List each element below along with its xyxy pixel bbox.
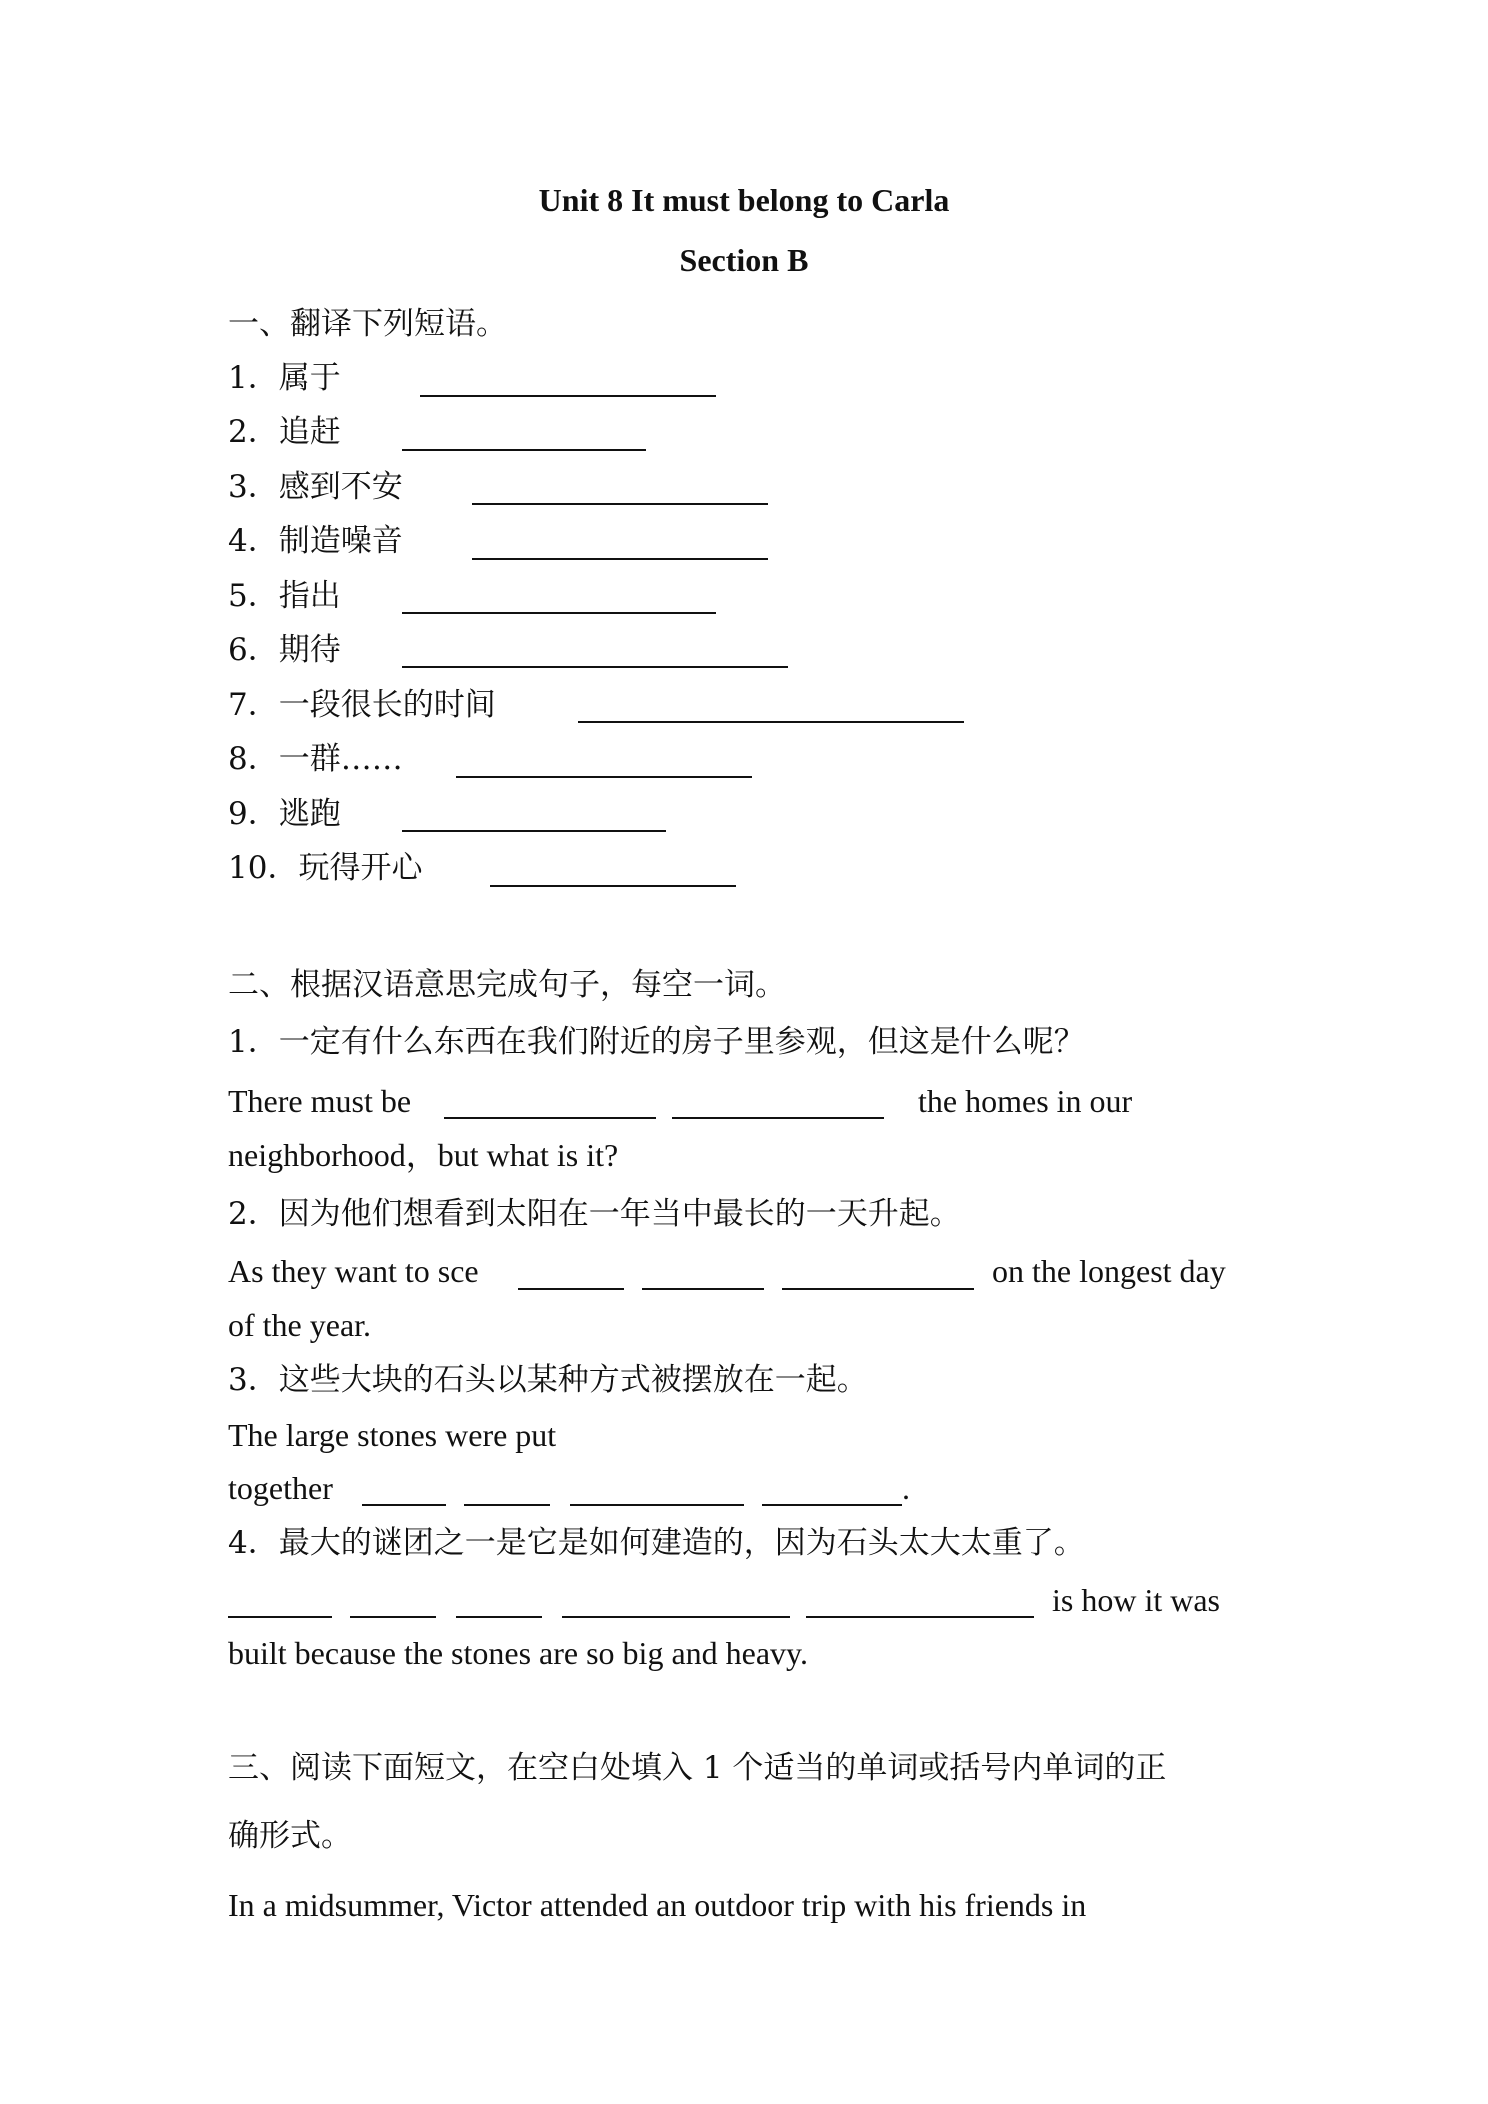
part2-q2-chinese: 2．因为他们想看到太阳在一年当中最长的一天升起。: [228, 1196, 961, 1232]
part2-q4-chinese: 4．最大的谜团之一是它是如何建造的，因为石头太大太重了。: [228, 1525, 1085, 1561]
part2-q4-text-b: built because the stones are so big and heavy.: [228, 1635, 808, 1671]
part1-item-4: [228, 521, 403, 561]
answer-blank[interactable]: [402, 830, 666, 832]
part2-q2-text-a: As they want to sce: [228, 1253, 479, 1289]
answer-blank[interactable]: [402, 666, 788, 668]
part2-q4-text-a: is how it was: [1052, 1582, 1220, 1618]
page-title: Unit 8 It must belong to Carla: [538, 182, 950, 218]
answer-blank[interactable]: [402, 612, 716, 614]
answer-blank[interactable]: [570, 1504, 744, 1506]
part2-q2-text-b: on the longest day: [992, 1253, 1226, 1289]
part2-q3-text-a: The large stones were put: [228, 1417, 557, 1453]
part2-q3-text-c: .: [902, 1470, 910, 1506]
item-number: 5．: [228, 578, 279, 614]
answer-blank[interactable]: [806, 1616, 1034, 1618]
item-number: 1．: [228, 360, 279, 396]
part1-item-1: [228, 358, 341, 398]
part2-q2-text-c: of the year.: [228, 1307, 372, 1343]
item-text: 期待: [278, 632, 341, 668]
answer-blank[interactable]: [578, 721, 964, 723]
answer-blank[interactable]: [472, 558, 768, 560]
item-text: 指出: [278, 578, 341, 614]
answer-blank[interactable]: [642, 1288, 764, 1290]
part3-heading-line1: 三、阅读下面短文，在空白处填入 1 个适当的单词或括号内单词的正: [228, 1750, 1167, 1786]
item-number: 6．: [228, 632, 279, 668]
part2-q3-text-b: together: [228, 1470, 333, 1506]
part1-heading: 一、翻译下列短语。: [228, 306, 507, 342]
answer-blank[interactable]: [490, 885, 736, 887]
answer-blank[interactable]: [420, 395, 716, 397]
item-text: 玩得开心: [298, 850, 423, 886]
item-number: 7．: [228, 687, 279, 723]
part2-q1-chinese: 1．一定有什么东西在我们附近的房子里参观，但这是什么呢？: [228, 1024, 1085, 1060]
item-text: 一群……: [278, 741, 403, 777]
item-text: 逃跑: [278, 796, 341, 832]
part1-item-8: [228, 739, 403, 779]
item-text: 感到不安: [278, 469, 403, 505]
part1-item-9: [228, 794, 341, 834]
part1-item-7: [228, 685, 496, 725]
part3-passage-text: In a midsummer, Victor attended an outdoor trip with his friends in: [228, 1887, 1087, 1923]
answer-blank[interactable]: [562, 1616, 790, 1618]
item-text: 追赶: [278, 414, 341, 450]
answer-blank[interactable]: [782, 1288, 974, 1290]
item-text: 属于: [278, 360, 341, 396]
answer-blank[interactable]: [672, 1117, 884, 1119]
answer-blank[interactable]: [402, 449, 646, 451]
answer-blank[interactable]: [472, 503, 768, 505]
answer-blank[interactable]: [456, 776, 752, 778]
answer-blank[interactable]: [362, 1504, 446, 1506]
item-number: 3．: [228, 469, 279, 505]
item-number: 8．: [228, 741, 279, 777]
part3-heading-line2: 确形式。: [228, 1818, 352, 1854]
part1-item-6: [228, 630, 341, 670]
answer-blank[interactable]: [518, 1288, 624, 1290]
answer-blank[interactable]: [350, 1616, 436, 1618]
item-number: 2．: [228, 414, 279, 450]
answer-blank[interactable]: [456, 1616, 542, 1618]
part1-item-10: [228, 848, 422, 888]
answer-blank[interactable]: [464, 1504, 550, 1506]
part1-item-5: [228, 576, 341, 616]
part1-item-2: [228, 412, 341, 452]
item-number: 9．: [228, 796, 279, 832]
item-text: 制造噪音: [278, 523, 403, 559]
section-subtitle: Section B: [679, 242, 809, 278]
part2-heading: 二、根据汉语意思完成句子，每空一词。: [228, 967, 786, 1003]
part2-q3-chinese: 3．这些大块的石头以某种方式被摆放在一起。: [228, 1362, 868, 1398]
part2-q1-text-a: There must be: [228, 1083, 412, 1119]
part2-q1-text-c: neighborhood，but what is it?: [228, 1137, 619, 1173]
part2-q1-text-b: the homes in our: [918, 1083, 1133, 1119]
answer-blank[interactable]: [228, 1616, 332, 1618]
answer-blank[interactable]: [762, 1504, 902, 1506]
item-number: 4．: [228, 523, 279, 559]
answer-blank[interactable]: [444, 1117, 656, 1119]
item-text: 一段很长的时间: [278, 687, 496, 723]
item-number: 10．: [228, 850, 299, 886]
part1-item-3: [228, 467, 403, 507]
